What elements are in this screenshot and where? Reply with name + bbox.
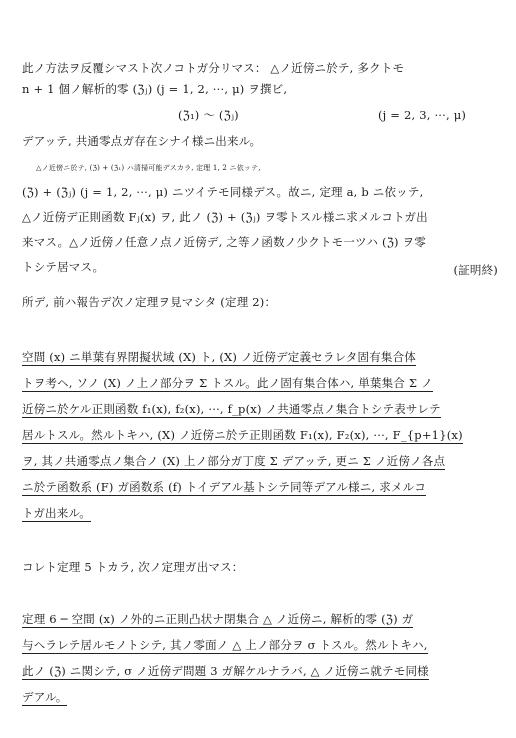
theorem2-line5: ヲ, 其ノ共通零点ノ集合ノ (X) 上ノ部分ガ丁度 Σ デアッテ, 更ニ Σ ノ近傍ノ各点: [22, 454, 446, 468]
paragraph1-line3: デアッテ, 共通零点ガ存在シナイ様ニ出来ル。: [22, 134, 262, 148]
paragraph1-line1: 此ノ方法ヲ反覆シマスト次ノコトガ分リマス： △ノ近傍ニ於テ, 多クトモ: [22, 61, 405, 75]
theorem2-line1: 空間 (x) ニ単葉有界閉擬状域 (X) ト, (X) ノ近傍デ定義セラレタ固有集合体: [22, 350, 417, 364]
theorem2-line6: ニ於テ函数系 (F) ガ函数系 (f) トイデアル基トシテ同等デアル様ニ, 求メルコ: [22, 480, 427, 494]
paragraph1-line2: n + 1 個ノ解析的零 (ℨⱼ) (j = 1, 2, ···, μ) ヲ撰ビ,: [22, 82, 288, 96]
theorem6-line3: 此ノ (ℨ) ニ関シテ, σ ノ近傍デ問題 3 ガ解ケルナラバ, △ ノ近傍ニ就テモ同様: [22, 664, 429, 678]
theorem2-line3: 近傍ニ於ケル正則函数 f₁(x), f₂(x), ···, f_p(x) ノ共通零点ノ集合トシテ表サレテ: [22, 402, 441, 416]
theorem6-line1: 定理 6 ─ 空間 (x) ノ外的ニ正則凸状ナ閉集合 △ ノ近傍ニ, 解析的零 (ℨ) ガ: [22, 612, 414, 626]
proof-line3: △ノ近傍デ正則函数 Fⱼ(x) ヲ, 此ノ (ℨ) + (ℨⱼ) ヲ零トスル様ニ求メルコトガ出: [22, 210, 428, 224]
theorem2-intro: 所デ, 前ハ報告デ次ノ定理ヲ見マシタ (定理 2)：: [22, 295, 277, 309]
paragraph1-math-left: (ℨ₁) ～ (ℨⱼ): [178, 108, 239, 122]
proof-line2: (ℨ) + (ℨⱼ) (j = 1, 2, ···, μ) ニツイテモ同様デス。故ニ, 定理 a, b ニ依ッテ,: [22, 185, 424, 199]
theorem2-line4: 居ルトスル。然ルトキハ, (X) ノ近傍ニ於テ正則函数 F₁(x), F₂(x), ···, F_{p+1}(x): [22, 428, 463, 442]
theorem6-line4: デアル。: [22, 690, 68, 704]
proof-end-mark: (証明終): [453, 263, 498, 277]
proof-line5: トシテ居マス。: [22, 260, 105, 274]
proof-line4: 来マス。△ノ近傍ノ任意ノ点ノ近傍デ, 之等ノ函数ノ少クトモ一ツハ (ℨ) ヲ零: [22, 235, 426, 249]
theorem2-line7: トガ出来ル。: [22, 506, 91, 520]
theorem6-intro: コレト定理 5 トカラ, 次ノ定理ガ出マス：: [22, 560, 244, 574]
theorem2-line2: トヲ考ヘ, ソノ (X) ノ上ノ部分ヲ Σ トスル。此ノ固有集合体ハ, 単葉集合 Σ ノ: [22, 376, 433, 390]
paragraph1-math-right: (j = 2, 3, ···, μ): [378, 108, 467, 122]
proof-line1: △ノ近傍ニ於テ, (ℨ) + (ℨ₁) ハ清掃可能デスカラ, 定理 1, 2 ニ依ッテ,: [36, 164, 261, 172]
paragraph1-math-row: [22, 108, 502, 123]
theorem6-line2: 与ヘラレテ居ルモノトシテ, 其ノ零面ノ △ 上ノ部分ヲ σ トスル。然ルトキハ,: [22, 638, 428, 652]
